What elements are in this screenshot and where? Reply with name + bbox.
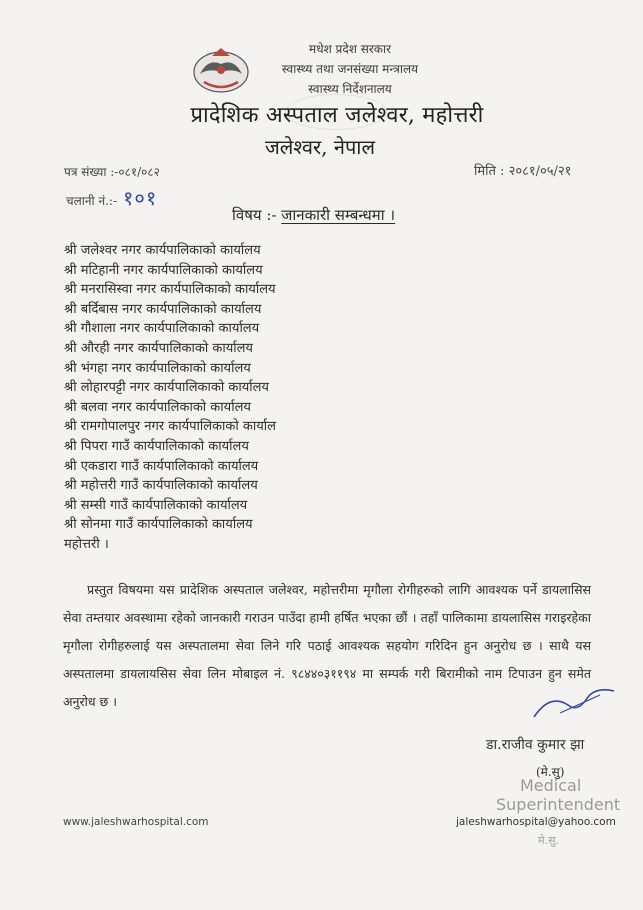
recipient-item: श्री महोत्तरी गाउँ कार्यपालिकाको कार्यालय — [64, 478, 258, 494]
ministry-name: स्वास्थ्य तथा जनसंख्या मन्त्रालय — [281, 62, 419, 76]
subject-label: विषय :- — [232, 206, 282, 224]
letter-body: प्रस्तुत विषयमा यस प्रादेशिक अस्पताल जलेश्वर, महोत्तरीमा मृगौला रोगीहरुको लागि आवश्यक पर्ने डायलासिस सेवा तम्तयार अवस्थामा रहेको जानकारी गराउन पाउँदा हामी हर्षित भएका छौं । तहाँ पालिकामा डायलासिस गराइरहेका मृगौला रोगीहरुलाई यस अस्पतालमा सेवा लिने गरि पठाई आवश्यक सहयोग गरिदिन हुन अनुरोध छ । साथै यस अस्पतालमा डायलायसिस सेवा लिन मोबाइल नं. ९८४४०३११९४ मा सम्पर्क गरी बिरामीको नाम टिपाउन हुन समेत अनुरोध छ । — [63, 582, 591, 709]
hospital-location: जलेश्वर, नेपाल — [264, 135, 376, 159]
recipient-item: श्री मनरासिस्वा नगर कार्यपालिकाको कार्यालय — [64, 282, 276, 298]
subject-line — [232, 205, 395, 225]
recipient-item: श्री सम्सी गाउँ कार्यपालिकाको कार्यालय — [64, 497, 248, 513]
recipient-item: श्री मटिहानी नगर कार्यपालिकाको कार्यालय — [64, 262, 263, 278]
signatory-designation: (मे.सु) — [536, 765, 565, 779]
recipient-item: श्री भंगहा नगर कार्यपालिकाको कार्यालय — [64, 360, 251, 376]
nepal-emblem-icon — [190, 44, 252, 94]
email-link[interactable]: jaleshwarhospital@yahoo.com — [456, 816, 616, 828]
signatory-name: डा.राजीव कुमार झा — [486, 737, 585, 753]
recipient-item: श्री बर्दिबास नगर कार्यपालिकाको कार्यालय — [64, 301, 262, 317]
signature-scribble — [530, 683, 620, 723]
government-name: मधेश प्रदेश सरकार — [309, 42, 391, 56]
dispatch-value: १०१ — [123, 186, 158, 210]
recipient-list — [64, 241, 276, 555]
recipient-item: श्री लोहारपट्टी नगर कार्यपालिकाको कार्यालय — [64, 380, 269, 396]
recipient-item: श्री गौशाला नगर कार्यपालिकाको कार्यालय — [64, 321, 260, 337]
hospital-name: प्रादेशिक अस्पताल जलेश्वर, महोत्तरी — [190, 103, 484, 128]
dispatch-label: चलानी नं.:- — [66, 194, 118, 208]
recipient-item: श्री बलवा नगर कार्यपालिकाको कार्यालय — [64, 399, 251, 415]
recipient-item: श्री एकडारा गाउँ कार्यपालिकाको कार्यालय — [64, 458, 259, 474]
website-link[interactable]: www.jaleshwarhospital.com — [63, 816, 209, 828]
dispatch-number — [66, 184, 157, 211]
recipient-item: महोत्तरी । — [64, 536, 109, 552]
stamp-superintendent: Superintendent — [496, 795, 621, 814]
subject-value: जानकारी सम्बन्धमा । — [281, 206, 396, 224]
recipient-item: श्री रामगोपालपुर नगर कार्यपालिकाको कार्याल — [64, 419, 276, 435]
recipient-item: श्री जलेश्वर नगर कार्यपालिकाको कार्यालय — [64, 243, 261, 258]
recipient-item: श्री औरही नगर कार्यपालिकाको कार्यालय — [64, 340, 253, 356]
recipient-item: श्री पिपरा गाउँ कार्यपालिकाको कार्यालय — [64, 438, 249, 454]
reference-number: पत्र संख्या :-०८१/०८२ — [64, 165, 160, 179]
directorate-name: स्वास्थ्य निर्देशनालय — [308, 82, 392, 96]
stamp-abbrev: मे.सु. — [538, 834, 560, 847]
letter-date: मिति : २०८१/०५/२१ — [474, 164, 572, 179]
stamp-medical: Medical — [520, 776, 582, 795]
recipient-item: श्री सोनमा गाउँ कार्यपालिकाको कार्यालय — [64, 517, 253, 533]
